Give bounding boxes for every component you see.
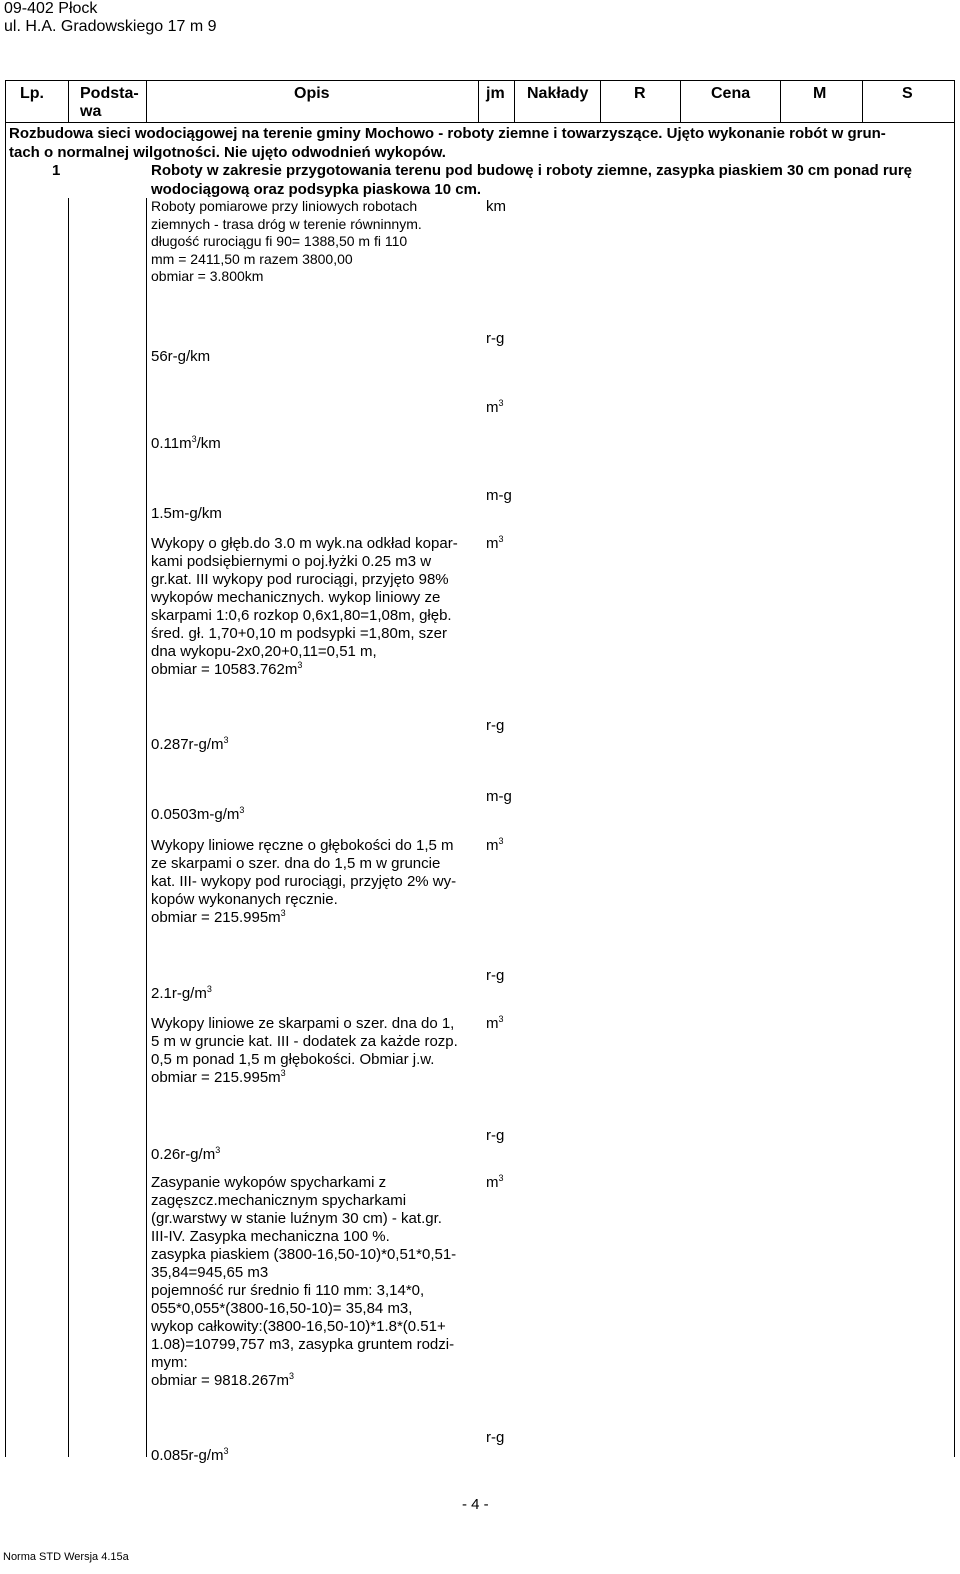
item-description-line: 055*0,055*(3800-16,50-10)= 35,84 m3, [151, 1300, 413, 1317]
item-description-line: pojemność rur średnio fi 110 mm: 3,14*0, [151, 1282, 425, 1299]
resource-unit: r-g [486, 1127, 505, 1144]
item-description-line: 0,5 m ponad 1,5 m głębokości. Obmiar j.w. [151, 1051, 435, 1068]
col-header-cena: Cena [711, 85, 751, 102]
item-description-line: mm = 2411,50 m razem 3800,00 [151, 250, 353, 267]
item-description-line: wykopów mechanicznych. wykop liniowy ze [151, 589, 441, 606]
item-description-line: dna wykopu-2x0,20+0,11=0,51 m, [151, 643, 377, 660]
item-unit: $m^3$ [486, 534, 504, 552]
col-sep [514, 80, 515, 122]
col-sep [600, 80, 601, 122]
item-description-line: obmiar = $215.995m^3$ [151, 908, 286, 926]
col-header-lp: Lp. [20, 85, 44, 102]
item-description-line: gr.kat. III wykopy pod rurociągi, przyjęto 98% [151, 571, 449, 588]
col-header-opis: Opis [294, 85, 330, 102]
item-description-line: 35,84=945,65 m3 [151, 1264, 269, 1281]
item-description-line: 1.08)=10799,757 m3, zasypka gruntem rodzi- [151, 1336, 455, 1353]
item-unit: $m^3$ [486, 1014, 504, 1032]
item-description-line: (gr.warstwy w stanie luźnym 30 cm) - kat.gr. [151, 1210, 442, 1227]
item-description-line: obmiar = $9818.267m^3$ [151, 1371, 295, 1389]
table-top-rule [5, 80, 955, 81]
table-left-border [5, 80, 6, 1457]
item-description-line: śred. gł. 1,70+0,10 m podsypki =1,80m, szer [151, 625, 447, 642]
col-header-s: S [902, 85, 913, 102]
item-description-line: mym: [151, 1354, 188, 1371]
resource-rate: 1.5m-g/km [151, 505, 222, 522]
resource-unit: r-g [486, 1429, 505, 1446]
resource-rate: $0.287r-g/m^3$ [151, 735, 229, 753]
item-description-line: Wykopy liniowe ręczne o głębokości do 1,5 m [151, 837, 454, 854]
resource-rate: $0.0503m-g/m^3$ [151, 805, 245, 823]
section-title-line2: tach o normalnej wilgotności. Nie ujęto odwodnień wykopów. [9, 144, 446, 161]
col-sep [780, 80, 781, 122]
item-description-line: Roboty pomiarowe przy liniowych robotach [151, 198, 418, 214]
resource-rate: 56r-g/km [151, 348, 211, 365]
col-sep [862, 80, 863, 122]
resource-unit: r-g [486, 717, 505, 734]
item-description-line: ziemnych - trasa dróg w terenie równinnym. [151, 215, 422, 232]
col-header-jm: jm [486, 85, 505, 102]
item-description-line: kami podsiębiernymi o poj.łyżki 0.25 m3 w [151, 553, 432, 570]
section-title-line1: Rozbudowa sieci wodociągowej na terenie gminy Mochowo - roboty ziemne i towarzyszące. Ujęto wykonanie robót w grun- [9, 125, 886, 142]
item-description-line: długość rurociągu fi 90= 1388,50 m fi 110 [151, 233, 408, 249]
resource-rate: $0.085r-g/m^3$ [151, 1446, 229, 1464]
header-company-line2: ul. H.A. Gradowskiego 17 m 9 [4, 18, 217, 35]
table-header-rule [5, 122, 955, 123]
item-description-line: zasypka piaskiem (3800-16,50-10)*0,51*0,51- [151, 1246, 457, 1263]
resource-rate: $0.26r-g/m^3$ [151, 1145, 221, 1163]
item-description-line: Wykopy o głęb.do 3.0 m wyk.na odkład kopar- [151, 535, 458, 552]
table-right-border [954, 80, 955, 1457]
subsection-title-line1: Roboty w zakresie przygotowania terenu pod budowę i roboty ziemne, zasypka piaskiem 30 cm ponad rurę [151, 162, 913, 179]
item-description-line: skarpami 1:0,6 rozkop 0,6x1,80=1,08m, głęb. [151, 607, 452, 624]
item-description-line: Wykopy liniowe ze skarpami o szer. dna do 1, [151, 1015, 455, 1032]
subsection-number: 1 [52, 162, 61, 179]
col-sep [680, 80, 681, 122]
subsection-title-line2: wodociągową oraz podsypka piaskowa 10 cm. [151, 181, 482, 198]
col-header-naklady: Nakłady [527, 85, 589, 102]
resource-rate: $2.1r-g/m^3$ [151, 984, 212, 1002]
resource-unit: r-g [486, 967, 505, 984]
item-unit: $m^3$ [486, 1173, 504, 1191]
page-number: - 4 - [462, 1496, 489, 1513]
resource-unit: r-g [486, 330, 505, 347]
item-description-line: kat. III- wykopy pod rurociągi, przyjęto 2% wy- [151, 873, 457, 890]
resource-unit: m-g [486, 487, 512, 504]
item-description-line: obmiar = $215.995m^3$ [151, 1068, 286, 1086]
header-company-line1: 09-402 Płock [4, 0, 98, 17]
col-sep [146, 198, 147, 1457]
col-sep [478, 80, 479, 122]
col-sep [146, 80, 147, 122]
resource-unit: m-g [486, 788, 512, 805]
item-description-line: Zasypanie wykopów spycharkami z [151, 1174, 387, 1191]
item-description-line: III-IV. Zasypka mechaniczna 100 %. [151, 1228, 390, 1245]
software-version: Norma STD Wersja 4.15a [3, 1551, 129, 1563]
col-header-podstawa-cont: wa [80, 103, 102, 120]
col-header-m: M [813, 85, 827, 102]
item-unit: $m^3$ [486, 836, 504, 854]
resource-rate: $0.11m^3/km$ [151, 434, 221, 452]
item-description-line: wykop całkowity:(3800-16,50-10)*1.8*(0.51+ [151, 1318, 446, 1335]
item-description-line: ze skarpami o szer. dna do 1,5 m w gruncie [151, 855, 441, 872]
item-description-line: kopów wykonanych ręcznie. [151, 891, 338, 908]
item-description-line: obmiar = 3.800km [151, 268, 264, 284]
resource-unit: $m^3$ [486, 398, 504, 416]
item-description-line: 5 m w gruncie kat. III - dodatek za każde rozp. [151, 1033, 458, 1050]
col-header-r: R [634, 85, 646, 102]
item-description-line: zagęszcz.mechanicznym spycharkami [151, 1192, 407, 1209]
col-sep [68, 80, 69, 122]
item-description-line: obmiar = $10583.762m^3$ [151, 660, 303, 678]
col-sep [68, 198, 69, 1457]
item-unit: km [486, 198, 506, 215]
col-header-podstawa: Podsta- [80, 85, 139, 102]
